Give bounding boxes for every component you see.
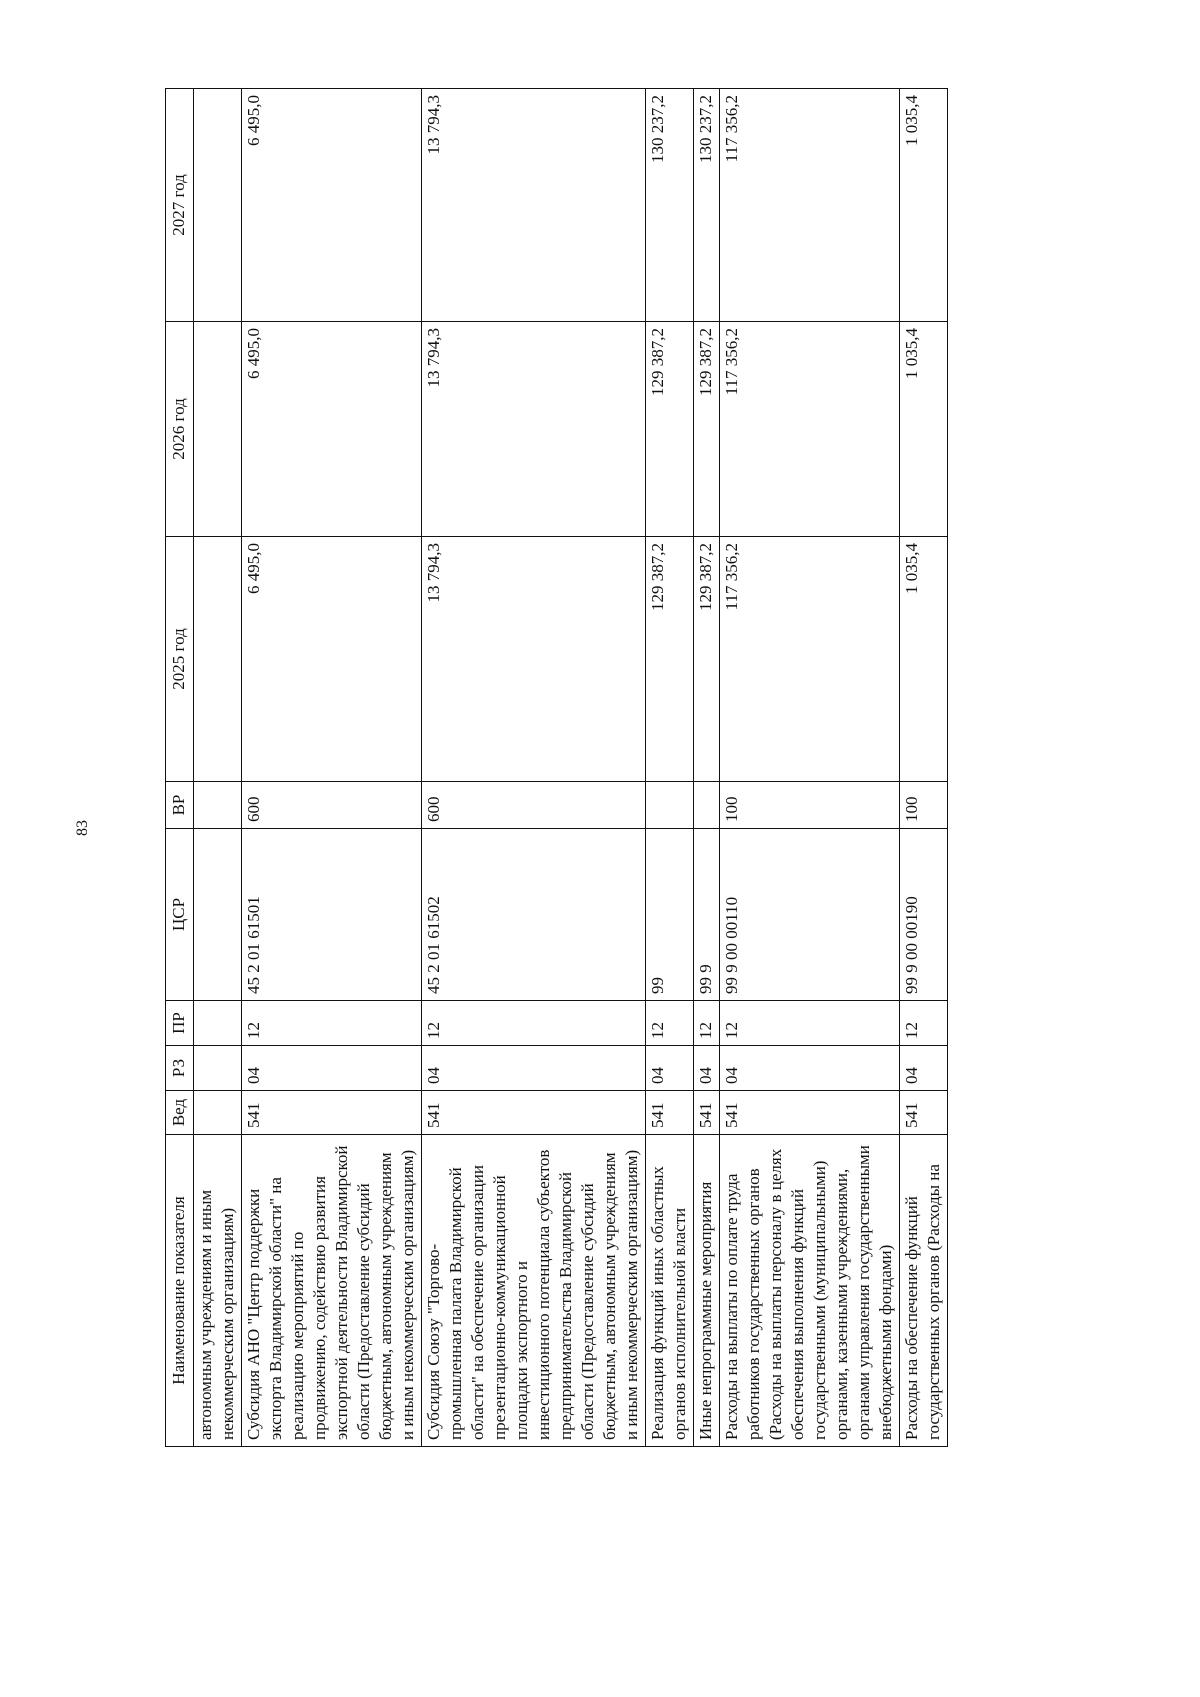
row-pr: 12 [900, 1001, 948, 1046]
header-2026: 2026 год [166, 322, 194, 537]
row-2026: 1 035,4 [900, 322, 948, 537]
row-csr: 45 2 01 61501 [242, 829, 422, 1001]
row-pr: 12 [646, 1001, 694, 1046]
row-rz: 04 [900, 1046, 948, 1091]
row-2026 [194, 322, 242, 537]
row-pr: 12 [720, 1001, 900, 1046]
header-2027: 2027 год [166, 89, 194, 322]
table-row [242, 89, 422, 1447]
row-csr: 45 2 01 61502 [422, 829, 646, 1001]
row-pr [194, 1001, 242, 1046]
row-2025: 117 356,2 [720, 537, 900, 782]
header-csr: ЦСР [166, 829, 194, 1001]
row-ved: 541 [646, 1091, 694, 1135]
table-row [694, 89, 720, 1447]
row-vr: 600 [422, 782, 646, 829]
row-2026: 117 356,2 [720, 322, 900, 537]
header-pr: ПР [166, 1001, 194, 1046]
row-2027: 130 237,2 [694, 89, 720, 322]
row-2027 [194, 89, 242, 322]
row-name: Реализация функций иных областных органов исполнительной власти [646, 1135, 694, 1447]
row-csr: 99 9 00 00110 [720, 829, 900, 1001]
row-2025 [194, 537, 242, 782]
budget-table [165, 88, 948, 1447]
table-row [900, 89, 948, 1447]
row-2026: 129 387,2 [694, 322, 720, 537]
row-2026: 6 495,0 [242, 322, 422, 537]
row-pr: 12 [694, 1001, 720, 1046]
row-ved: 541 [422, 1091, 646, 1135]
row-2025: 129 387,2 [694, 537, 720, 782]
row-2025: 13 794,3 [422, 537, 646, 782]
row-vr: 100 [720, 782, 900, 829]
row-2027: 13 794,3 [422, 89, 646, 322]
row-vr [194, 782, 242, 829]
table-row [720, 89, 900, 1447]
row-rz [194, 1046, 242, 1091]
row-csr: 99 9 [694, 829, 720, 1001]
row-name: Расходы на выплаты по оплате труда работников государственных органов (Расходы на выплаты персоналу в целях обеспечения выполнения функций государственными (муниципальными) органами, казенными учреждениями, органами управления государственными внебюджетными фондами) [720, 1135, 900, 1447]
header-ved: Вед [166, 1091, 194, 1135]
row-ved [194, 1091, 242, 1135]
row-name: Субсидия Союзу "Торгово-промышленная палата Владимирской области" на обеспечение организации презентационно-коммуникационной площадки экспортного и инвестиционного потенциала субъектов предпринимательства Владимирской области (Предоставление субсидий бюджетным, автономным учреждениям и иным некоммерческим организациям) [422, 1135, 646, 1447]
table-row [194, 89, 242, 1447]
row-ved: 541 [242, 1091, 422, 1135]
row-rz: 04 [646, 1046, 694, 1091]
row-ved: 541 [720, 1091, 900, 1135]
row-2027: 130 237,2 [646, 89, 694, 322]
row-vr: 100 [900, 782, 948, 829]
row-2025: 6 495,0 [242, 537, 422, 782]
row-pr: 12 [242, 1001, 422, 1046]
row-rz: 04 [694, 1046, 720, 1091]
row-rz: 04 [422, 1046, 646, 1091]
table-row [646, 89, 694, 1447]
table-row [422, 89, 646, 1447]
row-2026: 129 387,2 [646, 322, 694, 537]
row-2027: 1 035,4 [900, 89, 948, 322]
row-csr: 99 [646, 829, 694, 1001]
row-ved: 541 [900, 1091, 948, 1135]
row-2025: 1 035,4 [900, 537, 948, 782]
row-name: Расходы на обеспечение функций государственных органов (Расходы на [900, 1135, 948, 1447]
table-header-row [166, 89, 194, 1447]
row-name: Иные непрограммные мероприятия [694, 1135, 720, 1447]
header-2025: 2025 год [166, 537, 194, 782]
row-name: Субсидия АНО "Центр поддержки экспорта Владимирской области" на реализацию мероприятий по продвижению, содействию развития экспортной деятельности Владимирской области (Предоставление субсидий бюджетным, автономным учреждениям и иным некоммерческим организациям) [242, 1135, 422, 1447]
header-name: Наименование показателя [166, 1135, 194, 1447]
row-rz: 04 [720, 1046, 900, 1091]
row-2027: 117 356,2 [720, 89, 900, 322]
row-csr: 99 9 00 00190 [900, 829, 948, 1001]
header-rz: РЗ [166, 1046, 194, 1091]
row-vr [694, 782, 720, 829]
row-pr: 12 [422, 1001, 646, 1046]
row-2027: 6 495,0 [242, 89, 422, 322]
row-name: автономным учреждениям и иным некоммерческим организациям) [194, 1135, 242, 1447]
row-vr [646, 782, 694, 829]
row-2026: 13 794,3 [422, 322, 646, 537]
header-vr: ВР [166, 782, 194, 829]
row-rz: 04 [242, 1046, 422, 1091]
row-2025: 129 387,2 [646, 537, 694, 782]
rotated-table-sheet [165, 89, 1066, 1447]
page-number: 83 [74, 820, 91, 836]
row-vr: 600 [242, 782, 422, 829]
row-ved: 541 [694, 1091, 720, 1135]
row-csr [194, 829, 242, 1001]
